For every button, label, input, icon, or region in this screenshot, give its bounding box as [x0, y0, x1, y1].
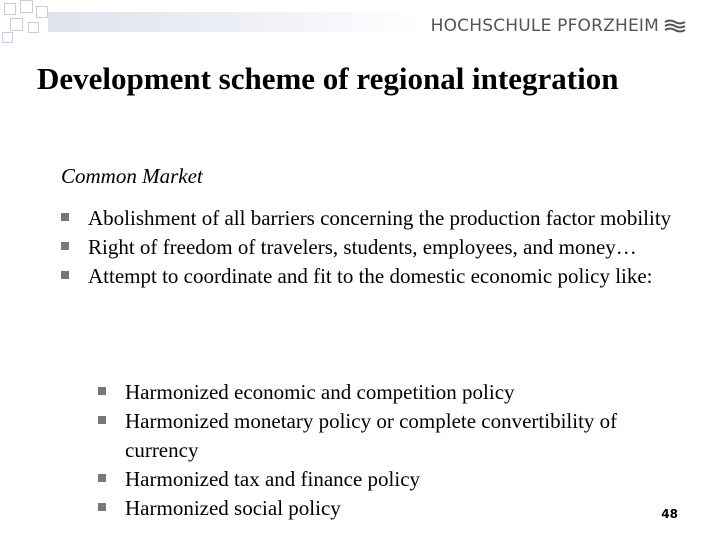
sub-bullet-text: Harmonized tax and finance policy	[125, 467, 421, 491]
header-gradient-bar	[48, 12, 418, 32]
square-bullet-icon	[98, 387, 106, 395]
list-item	[61, 407, 681, 465]
slide-title: Development scheme of regional integration	[37, 61, 619, 96]
square-bullet-icon	[61, 271, 69, 279]
logo-wave-icon	[664, 19, 686, 33]
square-bullet-icon	[61, 213, 69, 221]
page-number: 48	[661, 507, 678, 521]
square-bullet-icon	[98, 416, 106, 424]
list-item	[61, 494, 681, 523]
bullet-list	[61, 204, 681, 291]
bullet-text: Abolishment of all barriers concerning the production factor mobility	[88, 206, 672, 230]
square-bullet-icon	[98, 474, 106, 482]
list-item	[61, 378, 681, 407]
university-logo	[431, 16, 686, 36]
list-item	[61, 204, 681, 233]
sub-bullet-text: Harmonized economic and competition policy	[125, 380, 515, 404]
square-bullet-icon	[98, 503, 106, 511]
sub-bullet-text: Harmonized social policy	[125, 496, 341, 520]
list-item	[61, 262, 681, 291]
bullet-text: Right of freedom of travelers, students, employees, and money…	[88, 235, 637, 259]
logo-text: HOCHSCHULE PFORZHEIM	[430, 16, 659, 36]
sub-bullet-list	[61, 378, 681, 523]
bullet-text: Attempt to coordinate and fit to the domestic economic policy like:	[88, 264, 653, 288]
list-item	[61, 233, 681, 262]
square-bullet-icon	[61, 242, 69, 250]
sub-bullet-text: Harmonized monetary policy or complete convertibility of currency	[125, 409, 618, 462]
list-item	[61, 465, 681, 494]
slide-subtitle: Common Market	[61, 164, 203, 188]
